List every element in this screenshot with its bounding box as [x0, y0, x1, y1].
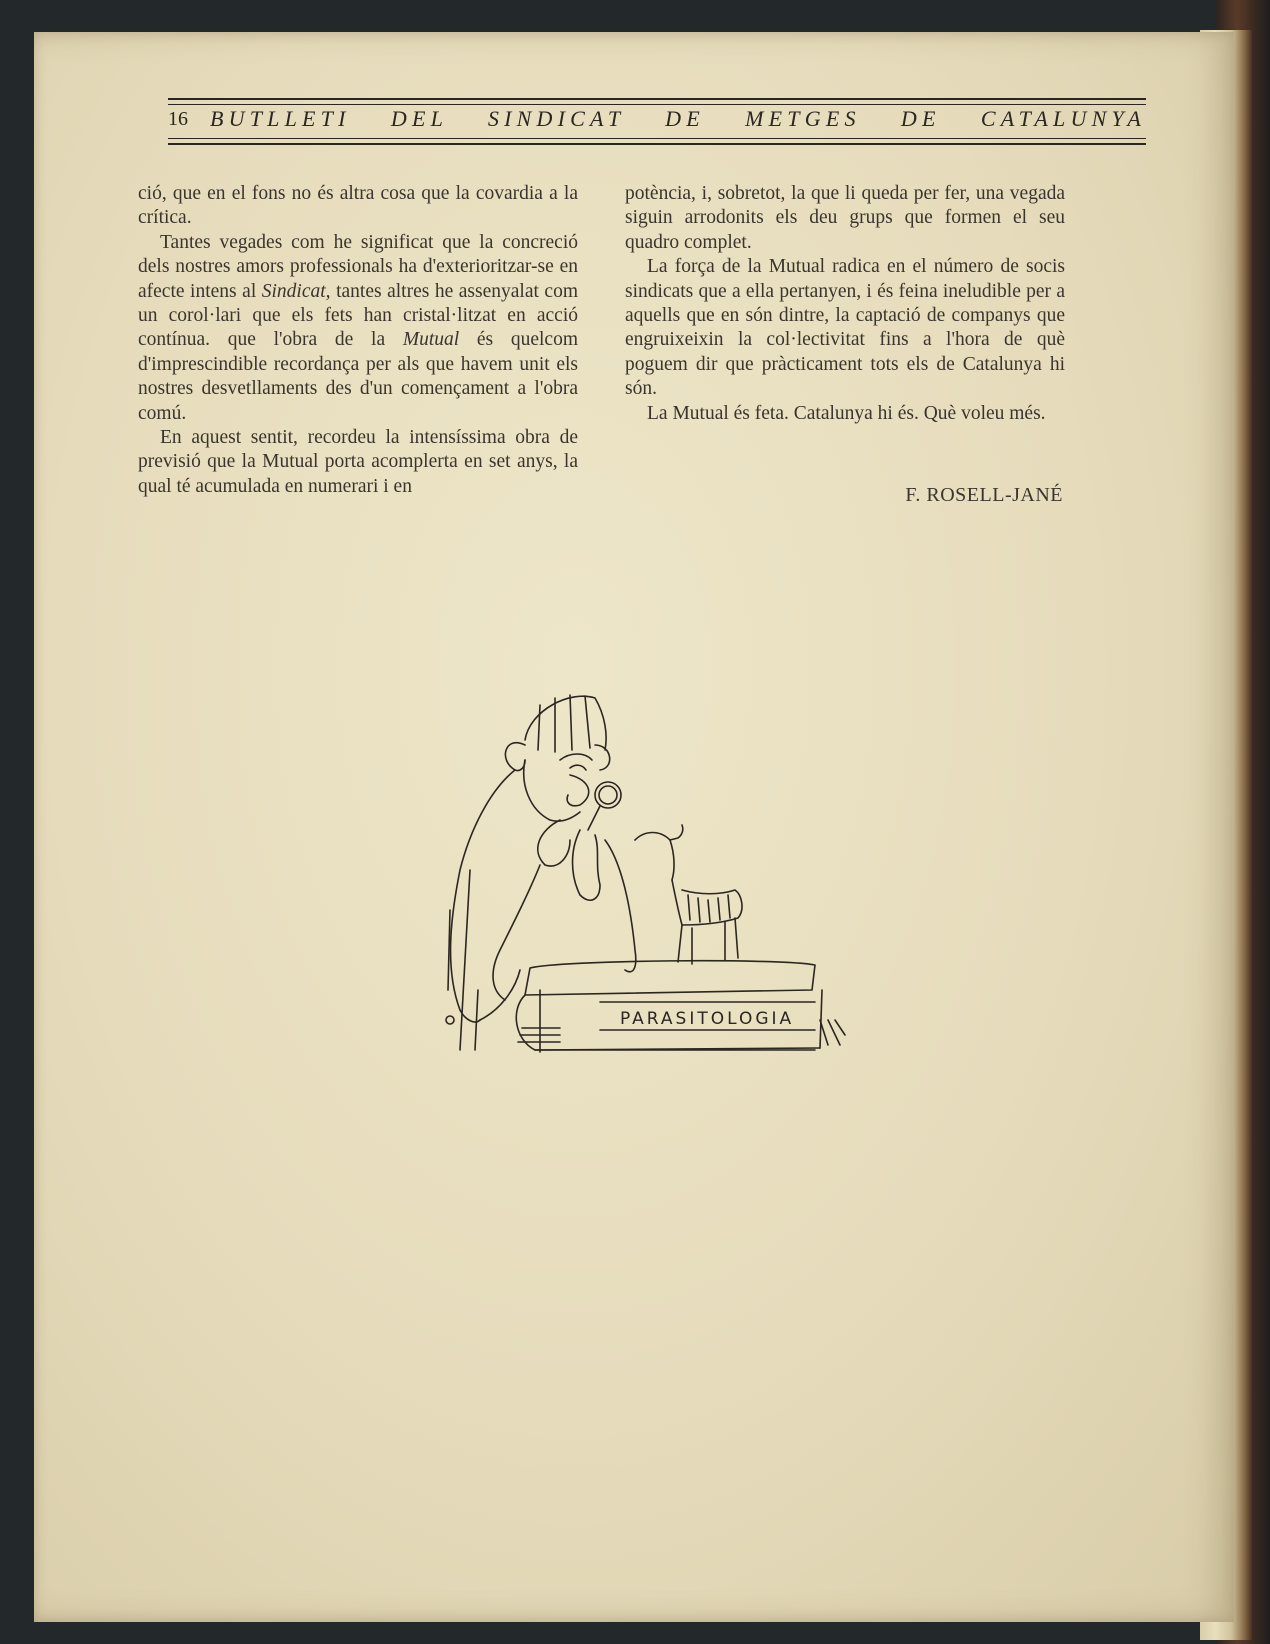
doctor-eyebrow: [560, 754, 592, 760]
doctor-ear: [505, 743, 525, 771]
doctor-hand: [538, 820, 570, 866]
header-rule: [168, 104, 1146, 105]
paragraph: [138, 231, 578, 426]
coat-button: [446, 1016, 454, 1024]
paragraph: En aquest sentit, recordeu la intensíssima obra de previsió que la Mutual porta acomplerta en set anys, la qual té acumulada en numerari i en: [138, 427, 578, 497]
doctor-coat: [451, 770, 515, 1022]
magnifier-handle: [588, 806, 600, 830]
paragraph: ció, que en el fons no és altra cosa que la covardia a la crítica.: [138, 183, 578, 229]
paragraph-text: Tantes vegades com he significat que la concreció dels nostres amors professionals ha d'exterioritzar-se en afecte intens al: [138, 231, 578, 302]
italic-text: Sindicat,: [261, 280, 331, 302]
text-column-right: [625, 182, 1065, 426]
author-signature: F. ROSELL-JANÉ: [905, 484, 1063, 506]
doctor-spectacle: [595, 745, 610, 770]
doctor-head: [525, 696, 606, 750]
text-column-left: [138, 182, 578, 499]
running-header: [168, 64, 1146, 154]
caricature-illustration: [420, 690, 870, 1120]
paragraph: La Mutual és feta. Catalunya hi és. Què voleu més.: [647, 402, 1046, 424]
book-title-label: PARASITOLOGIA: [620, 1009, 795, 1029]
italic-text: Mutual: [402, 329, 460, 351]
goat-head: [635, 825, 683, 840]
doctor-nose: [567, 775, 589, 806]
header-rule: [168, 143, 1146, 145]
artist-monogram: [820, 1020, 845, 1045]
doctor-eye: [570, 765, 586, 770]
paragraph: La força de la Mutual radica en el número de socis sindicats que a ella pertanyen, i és feina ineludible per a aquells que en són dintre, la captació de companys que engruixeixin la col·lectivitat fins a l'hora de què poguem dir que pràcticament tots els de Catalunya hi són.: [625, 256, 1065, 400]
paragraph: potència, i, sobretot, la que li queda per fer, una vegada siguin arrodonits els deu grups que formen el seu quadro complet.: [625, 183, 1065, 253]
goat-body: [672, 880, 742, 925]
journal-title: BUTLLETI DEL SINDICAT DE METGES DE CATALUNYA: [210, 106, 1146, 131]
paragraph-text: tantes altres he assenyalat com un corol·lari que els fets han cristal·litzat en acció contínua. que l'obra de la: [138, 280, 579, 351]
doctor-face: [524, 760, 580, 821]
header-rule: [168, 98, 1146, 100]
header-rule: [168, 138, 1146, 139]
paragraph-text: és quelcom d'imprescindible recordança per als que havem unit els nostres desvetllaments des d'un començament a l'obra comú.: [138, 329, 578, 424]
page-number: 16: [168, 108, 188, 130]
book-top: [525, 961, 815, 995]
